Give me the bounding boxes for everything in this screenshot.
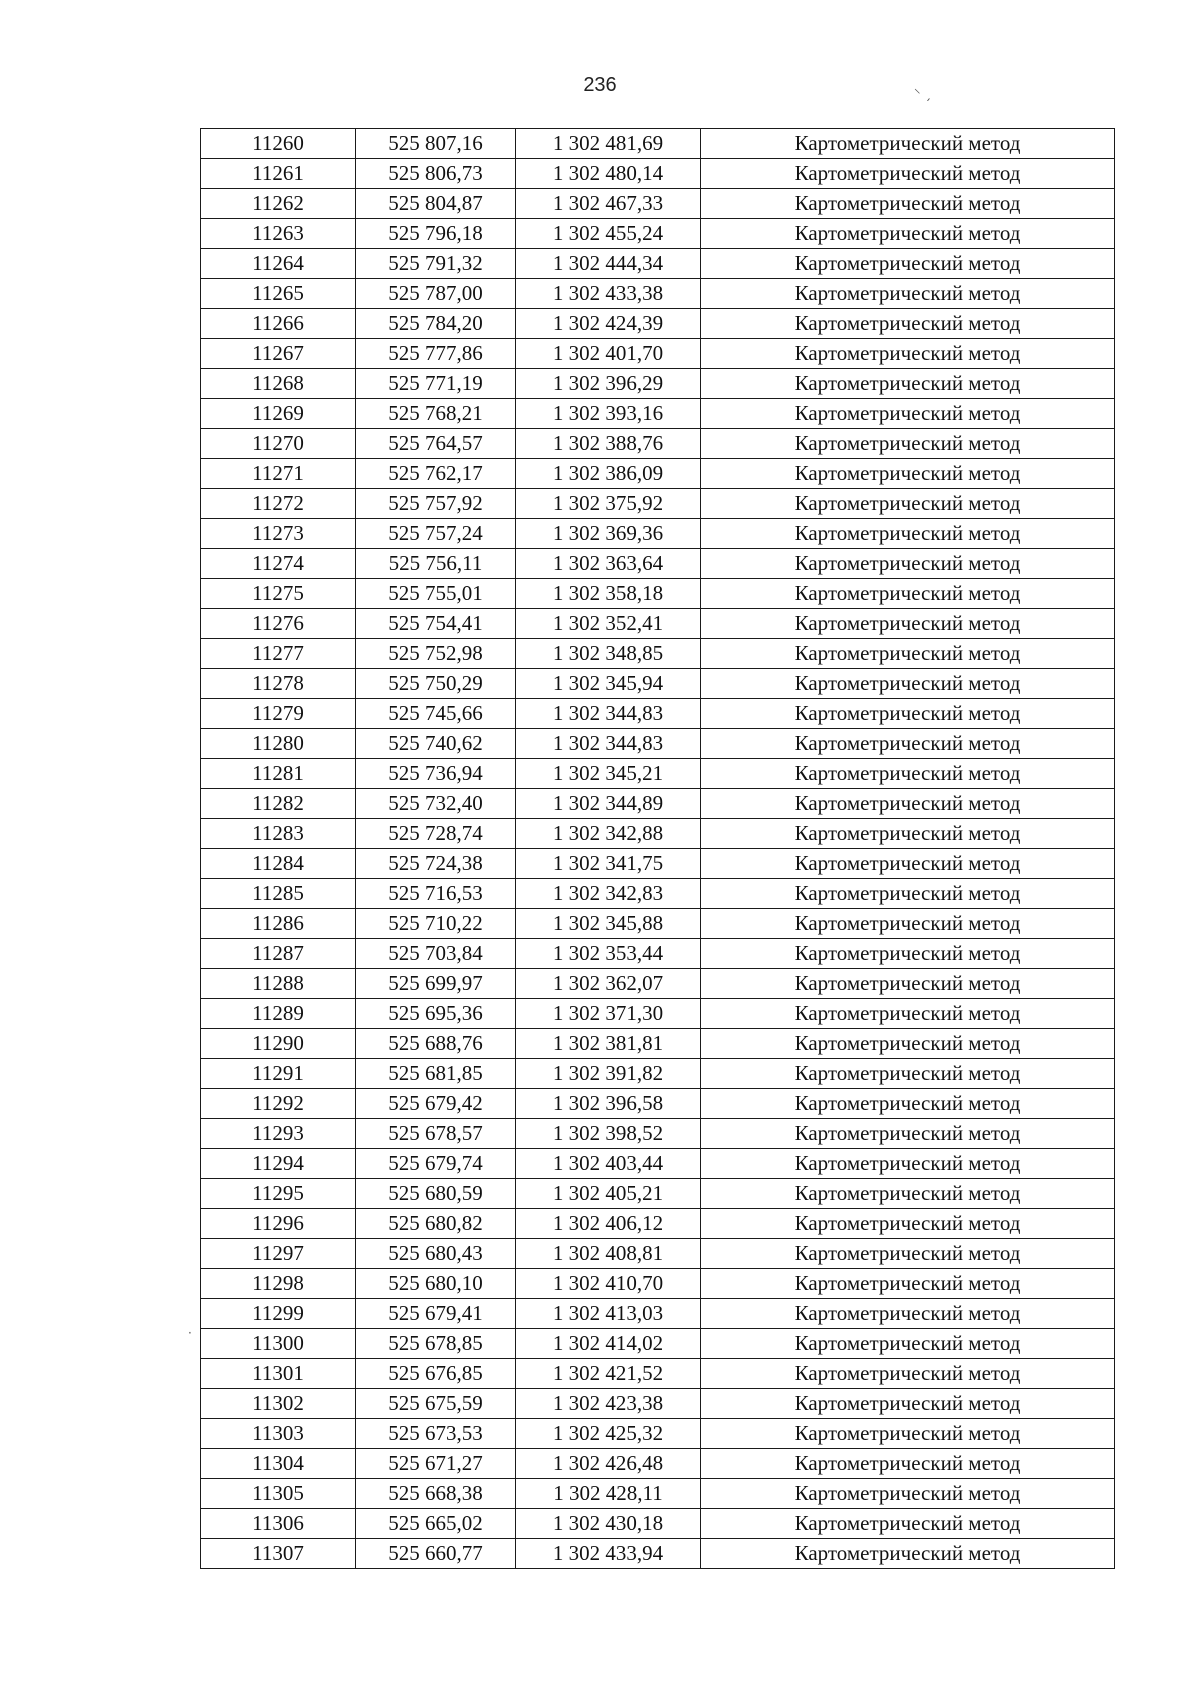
point-number-cell: 11284 bbox=[201, 849, 356, 879]
y-coordinate-cell: 1 302 375,92 bbox=[516, 489, 701, 519]
x-coordinate-cell: 525 680,10 bbox=[356, 1269, 516, 1299]
method-cell: Картометрический метод bbox=[701, 399, 1115, 429]
point-number-cell: 11266 bbox=[201, 309, 356, 339]
coordinates-table bbox=[200, 128, 1115, 1569]
y-coordinate-cell: 1 302 433,38 bbox=[516, 279, 701, 309]
table-row bbox=[201, 909, 1115, 939]
x-coordinate-cell: 525 728,74 bbox=[356, 819, 516, 849]
table-row bbox=[201, 429, 1115, 459]
method-cell: Картометрический метод bbox=[701, 1389, 1115, 1419]
x-coordinate-cell: 525 679,41 bbox=[356, 1299, 516, 1329]
method-cell: Картометрический метод bbox=[701, 849, 1115, 879]
point-number-cell: 11306 bbox=[201, 1509, 356, 1539]
method-cell: Картометрический метод bbox=[701, 249, 1115, 279]
table-row bbox=[201, 279, 1115, 309]
method-cell: Картометрический метод bbox=[701, 1539, 1115, 1569]
table-row bbox=[201, 609, 1115, 639]
y-coordinate-cell: 1 302 408,81 bbox=[516, 1239, 701, 1269]
y-coordinate-cell: 1 302 480,14 bbox=[516, 159, 701, 189]
y-coordinate-cell: 1 302 344,83 bbox=[516, 699, 701, 729]
table-row bbox=[201, 789, 1115, 819]
x-coordinate-cell: 525 665,02 bbox=[356, 1509, 516, 1539]
point-number-cell: 11268 bbox=[201, 369, 356, 399]
y-coordinate-cell: 1 302 467,33 bbox=[516, 189, 701, 219]
table-row bbox=[201, 1269, 1115, 1299]
y-coordinate-cell: 1 302 391,82 bbox=[516, 1059, 701, 1089]
method-cell: Картометрический метод bbox=[701, 1509, 1115, 1539]
page-number: 236 bbox=[583, 74, 617, 96]
table-row bbox=[201, 1029, 1115, 1059]
table-row bbox=[201, 1419, 1115, 1449]
x-coordinate-cell: 525 787,00 bbox=[356, 279, 516, 309]
x-coordinate-cell: 525 791,32 bbox=[356, 249, 516, 279]
point-number-cell: 11298 bbox=[201, 1269, 356, 1299]
x-coordinate-cell: 525 777,86 bbox=[356, 339, 516, 369]
method-cell: Картометрический метод bbox=[701, 159, 1115, 189]
y-coordinate-cell: 1 302 424,39 bbox=[516, 309, 701, 339]
method-cell: Картометрический метод bbox=[701, 639, 1115, 669]
table-row bbox=[201, 1479, 1115, 1509]
point-number-cell: 11276 bbox=[201, 609, 356, 639]
point-number-cell: 11261 bbox=[201, 159, 356, 189]
point-number-cell: 11292 bbox=[201, 1089, 356, 1119]
method-cell: Картометрический метод bbox=[701, 1329, 1115, 1359]
y-coordinate-cell: 1 302 393,16 bbox=[516, 399, 701, 429]
point-number-cell: 11281 bbox=[201, 759, 356, 789]
y-coordinate-cell: 1 302 396,58 bbox=[516, 1089, 701, 1119]
x-coordinate-cell: 525 710,22 bbox=[356, 909, 516, 939]
y-coordinate-cell: 1 302 430,18 bbox=[516, 1509, 701, 1539]
x-coordinate-cell: 525 757,24 bbox=[356, 519, 516, 549]
table-row bbox=[201, 1059, 1115, 1089]
point-number-cell: 11286 bbox=[201, 909, 356, 939]
y-coordinate-cell: 1 302 344,89 bbox=[516, 789, 701, 819]
table-row bbox=[201, 1449, 1115, 1479]
method-cell: Картометрический метод bbox=[701, 969, 1115, 999]
x-coordinate-cell: 525 755,01 bbox=[356, 579, 516, 609]
method-cell: Картометрический метод bbox=[701, 909, 1115, 939]
x-coordinate-cell: 525 679,74 bbox=[356, 1149, 516, 1179]
x-coordinate-cell: 525 732,40 bbox=[356, 789, 516, 819]
point-number-cell: 11274 bbox=[201, 549, 356, 579]
point-number-cell: 11287 bbox=[201, 939, 356, 969]
x-coordinate-cell: 525 680,82 bbox=[356, 1209, 516, 1239]
method-cell: Картометрический метод bbox=[701, 1359, 1115, 1389]
y-coordinate-cell: 1 302 398,52 bbox=[516, 1119, 701, 1149]
y-coordinate-cell: 1 302 341,75 bbox=[516, 849, 701, 879]
table-row bbox=[201, 309, 1115, 339]
x-coordinate-cell: 525 806,73 bbox=[356, 159, 516, 189]
y-coordinate-cell: 1 302 444,34 bbox=[516, 249, 701, 279]
x-coordinate-cell: 525 764,57 bbox=[356, 429, 516, 459]
method-cell: Картометрический метод bbox=[701, 1419, 1115, 1449]
y-coordinate-cell: 1 302 433,94 bbox=[516, 1539, 701, 1569]
point-number-cell: 11302 bbox=[201, 1389, 356, 1419]
method-cell: Картометрический метод bbox=[701, 879, 1115, 909]
x-coordinate-cell: 525 680,59 bbox=[356, 1179, 516, 1209]
table-row bbox=[201, 549, 1115, 579]
x-coordinate-cell: 525 678,57 bbox=[356, 1119, 516, 1149]
point-number-cell: 11267 bbox=[201, 339, 356, 369]
point-number-cell: 11299 bbox=[201, 1299, 356, 1329]
point-number-cell: 11265 bbox=[201, 279, 356, 309]
y-coordinate-cell: 1 302 403,44 bbox=[516, 1149, 701, 1179]
point-number-cell: 11300 bbox=[201, 1329, 356, 1359]
y-coordinate-cell: 1 302 342,83 bbox=[516, 879, 701, 909]
point-number-cell: 11291 bbox=[201, 1059, 356, 1089]
y-coordinate-cell: 1 302 414,02 bbox=[516, 1329, 701, 1359]
point-number-cell: 11269 bbox=[201, 399, 356, 429]
y-coordinate-cell: 1 302 396,29 bbox=[516, 369, 701, 399]
method-cell: Картометрический метод bbox=[701, 129, 1115, 159]
table-row bbox=[201, 1509, 1115, 1539]
point-number-cell: 11305 bbox=[201, 1479, 356, 1509]
y-coordinate-cell: 1 302 413,03 bbox=[516, 1299, 701, 1329]
x-coordinate-cell: 525 762,17 bbox=[356, 459, 516, 489]
table-row bbox=[201, 159, 1115, 189]
point-number-cell: 11272 bbox=[201, 489, 356, 519]
y-coordinate-cell: 1 302 405,21 bbox=[516, 1179, 701, 1209]
point-number-cell: 11293 bbox=[201, 1119, 356, 1149]
y-coordinate-cell: 1 302 423,38 bbox=[516, 1389, 701, 1419]
point-number-cell: 11296 bbox=[201, 1209, 356, 1239]
method-cell: Картометрический метод bbox=[701, 1119, 1115, 1149]
x-coordinate-cell: 525 660,77 bbox=[356, 1539, 516, 1569]
x-coordinate-cell: 525 736,94 bbox=[356, 759, 516, 789]
method-cell: Картометрический метод bbox=[701, 1209, 1115, 1239]
point-number-cell: 11260 bbox=[201, 129, 356, 159]
y-coordinate-cell: 1 302 428,11 bbox=[516, 1479, 701, 1509]
point-number-cell: 11270 bbox=[201, 429, 356, 459]
method-cell: Картометрический метод bbox=[701, 1149, 1115, 1179]
table-row bbox=[201, 669, 1115, 699]
point-number-cell: 11273 bbox=[201, 519, 356, 549]
y-coordinate-cell: 1 302 352,41 bbox=[516, 609, 701, 639]
x-coordinate-cell: 525 673,53 bbox=[356, 1419, 516, 1449]
method-cell: Картометрический метод bbox=[701, 459, 1115, 489]
table-row bbox=[201, 729, 1115, 759]
point-number-cell: 11307 bbox=[201, 1539, 356, 1569]
method-cell: Картометрический метод bbox=[701, 999, 1115, 1029]
table-row bbox=[201, 219, 1115, 249]
y-coordinate-cell: 1 302 381,81 bbox=[516, 1029, 701, 1059]
y-coordinate-cell: 1 302 401,70 bbox=[516, 339, 701, 369]
table-row bbox=[201, 1389, 1115, 1419]
method-cell: Картометрический метод bbox=[701, 519, 1115, 549]
table-row bbox=[201, 939, 1115, 969]
x-coordinate-cell: 525 695,36 bbox=[356, 999, 516, 1029]
x-coordinate-cell: 525 740,62 bbox=[356, 729, 516, 759]
y-coordinate-cell: 1 302 348,85 bbox=[516, 639, 701, 669]
table-row bbox=[201, 1119, 1115, 1149]
y-coordinate-cell: 1 302 386,09 bbox=[516, 459, 701, 489]
x-coordinate-cell: 525 757,92 bbox=[356, 489, 516, 519]
point-number-cell: 11282 bbox=[201, 789, 356, 819]
y-coordinate-cell: 1 302 388,76 bbox=[516, 429, 701, 459]
table-row bbox=[201, 969, 1115, 999]
x-coordinate-cell: 525 681,85 bbox=[356, 1059, 516, 1089]
point-number-cell: 11295 bbox=[201, 1179, 356, 1209]
table-row bbox=[201, 759, 1115, 789]
table-row bbox=[201, 189, 1115, 219]
method-cell: Картометрический метод bbox=[701, 549, 1115, 579]
scan-artifact-mark: ⸌ ˏ bbox=[914, 87, 932, 102]
y-coordinate-cell: 1 302 426,48 bbox=[516, 1449, 701, 1479]
method-cell: Картометрический метод bbox=[701, 279, 1115, 309]
y-coordinate-cell: 1 302 342,88 bbox=[516, 819, 701, 849]
method-cell: Картометрический метод bbox=[701, 219, 1115, 249]
x-coordinate-cell: 525 804,87 bbox=[356, 189, 516, 219]
x-coordinate-cell: 525 771,19 bbox=[356, 369, 516, 399]
method-cell: Картометрический метод bbox=[701, 579, 1115, 609]
x-coordinate-cell: 525 745,66 bbox=[356, 699, 516, 729]
table-row bbox=[201, 489, 1115, 519]
point-number-cell: 11301 bbox=[201, 1359, 356, 1389]
y-coordinate-cell: 1 302 344,83 bbox=[516, 729, 701, 759]
table-row bbox=[201, 1329, 1115, 1359]
y-coordinate-cell: 1 302 345,21 bbox=[516, 759, 701, 789]
y-coordinate-cell: 1 302 353,44 bbox=[516, 939, 701, 969]
y-coordinate-cell: 1 302 358,18 bbox=[516, 579, 701, 609]
method-cell: Картометрический метод bbox=[701, 819, 1115, 849]
method-cell: Картометрический метод bbox=[701, 939, 1115, 969]
method-cell: Картометрический метод bbox=[701, 1059, 1115, 1089]
point-number-cell: 11304 bbox=[201, 1449, 356, 1479]
y-coordinate-cell: 1 302 410,70 bbox=[516, 1269, 701, 1299]
point-number-cell: 11289 bbox=[201, 999, 356, 1029]
method-cell: Картометрический метод bbox=[701, 1239, 1115, 1269]
point-number-cell: 11283 bbox=[201, 819, 356, 849]
point-number-cell: 11288 bbox=[201, 969, 356, 999]
method-cell: Картометрический метод bbox=[701, 1089, 1115, 1119]
table-row bbox=[201, 459, 1115, 489]
point-number-cell: 11262 bbox=[201, 189, 356, 219]
x-coordinate-cell: 525 784,20 bbox=[356, 309, 516, 339]
coordinates-table-body bbox=[201, 129, 1115, 1569]
method-cell: Картометрический метод bbox=[701, 489, 1115, 519]
method-cell: Картометрический метод bbox=[701, 309, 1115, 339]
x-coordinate-cell: 525 754,41 bbox=[356, 609, 516, 639]
table-row bbox=[201, 339, 1115, 369]
point-number-cell: 11279 bbox=[201, 699, 356, 729]
table-row bbox=[201, 849, 1115, 879]
y-coordinate-cell: 1 302 406,12 bbox=[516, 1209, 701, 1239]
y-coordinate-cell: 1 302 421,52 bbox=[516, 1359, 701, 1389]
x-coordinate-cell: 525 807,16 bbox=[356, 129, 516, 159]
x-coordinate-cell: 525 671,27 bbox=[356, 1449, 516, 1479]
table-row bbox=[201, 999, 1115, 1029]
table-row bbox=[201, 1149, 1115, 1179]
table-row bbox=[201, 579, 1115, 609]
x-coordinate-cell: 525 703,84 bbox=[356, 939, 516, 969]
method-cell: Картометрический метод bbox=[701, 759, 1115, 789]
x-coordinate-cell: 525 716,53 bbox=[356, 879, 516, 909]
x-coordinate-cell: 525 699,97 bbox=[356, 969, 516, 999]
x-coordinate-cell: 525 768,21 bbox=[356, 399, 516, 429]
method-cell: Картометрический метод bbox=[701, 429, 1115, 459]
table-row bbox=[201, 1359, 1115, 1389]
y-coordinate-cell: 1 302 345,88 bbox=[516, 909, 701, 939]
y-coordinate-cell: 1 302 371,30 bbox=[516, 999, 701, 1029]
method-cell: Картометрический метод bbox=[701, 1449, 1115, 1479]
y-coordinate-cell: 1 302 345,94 bbox=[516, 669, 701, 699]
table-row bbox=[201, 1209, 1115, 1239]
method-cell: Картометрический метод bbox=[701, 1269, 1115, 1299]
x-coordinate-cell: 525 796,18 bbox=[356, 219, 516, 249]
x-coordinate-cell: 525 724,38 bbox=[356, 849, 516, 879]
method-cell: Картометрический метод bbox=[701, 1479, 1115, 1509]
table-row bbox=[201, 879, 1115, 909]
x-coordinate-cell: 525 752,98 bbox=[356, 639, 516, 669]
x-coordinate-cell: 525 678,85 bbox=[356, 1329, 516, 1359]
point-number-cell: 11263 bbox=[201, 219, 356, 249]
table-row bbox=[201, 1299, 1115, 1329]
method-cell: Картометрический метод bbox=[701, 369, 1115, 399]
point-number-cell: 11280 bbox=[201, 729, 356, 759]
table-row bbox=[201, 249, 1115, 279]
method-cell: Картометрический метод bbox=[701, 189, 1115, 219]
method-cell: Картометрический метод bbox=[701, 699, 1115, 729]
point-number-cell: 11303 bbox=[201, 1419, 356, 1449]
y-coordinate-cell: 1 302 369,36 bbox=[516, 519, 701, 549]
x-coordinate-cell: 525 668,38 bbox=[356, 1479, 516, 1509]
point-number-cell: 11290 bbox=[201, 1029, 356, 1059]
point-number-cell: 11275 bbox=[201, 579, 356, 609]
y-coordinate-cell: 1 302 425,32 bbox=[516, 1419, 701, 1449]
table-row bbox=[201, 1089, 1115, 1119]
method-cell: Картометрический метод bbox=[701, 729, 1115, 759]
scan-artifact-dot: · bbox=[188, 1326, 192, 1340]
method-cell: Картометрический метод bbox=[701, 789, 1115, 819]
x-coordinate-cell: 525 688,76 bbox=[356, 1029, 516, 1059]
table-row bbox=[201, 519, 1115, 549]
table-row bbox=[201, 129, 1115, 159]
table-row bbox=[201, 819, 1115, 849]
x-coordinate-cell: 525 679,42 bbox=[356, 1089, 516, 1119]
method-cell: Картометрический метод bbox=[701, 609, 1115, 639]
point-number-cell: 11294 bbox=[201, 1149, 356, 1179]
point-number-cell: 11297 bbox=[201, 1239, 356, 1269]
table-row bbox=[201, 399, 1115, 429]
table-row bbox=[201, 369, 1115, 399]
y-coordinate-cell: 1 302 455,24 bbox=[516, 219, 701, 249]
method-cell: Картометрический метод bbox=[701, 1179, 1115, 1209]
table-row bbox=[201, 1179, 1115, 1209]
table-row bbox=[201, 1239, 1115, 1269]
table-row bbox=[201, 639, 1115, 669]
point-number-cell: 11278 bbox=[201, 669, 356, 699]
y-coordinate-cell: 1 302 481,69 bbox=[516, 129, 701, 159]
point-number-cell: 11285 bbox=[201, 879, 356, 909]
x-coordinate-cell: 525 756,11 bbox=[356, 549, 516, 579]
table-row bbox=[201, 699, 1115, 729]
point-number-cell: 11264 bbox=[201, 249, 356, 279]
x-coordinate-cell: 525 750,29 bbox=[356, 669, 516, 699]
point-number-cell: 11277 bbox=[201, 639, 356, 669]
method-cell: Картометрический метод bbox=[701, 1299, 1115, 1329]
method-cell: Картометрический метод bbox=[701, 669, 1115, 699]
table-row bbox=[201, 1539, 1115, 1569]
x-coordinate-cell: 525 675,59 bbox=[356, 1389, 516, 1419]
y-coordinate-cell: 1 302 362,07 bbox=[516, 969, 701, 999]
method-cell: Картометрический метод bbox=[701, 339, 1115, 369]
point-number-cell: 11271 bbox=[201, 459, 356, 489]
y-coordinate-cell: 1 302 363,64 bbox=[516, 549, 701, 579]
x-coordinate-cell: 525 676,85 bbox=[356, 1359, 516, 1389]
method-cell: Картометрический метод bbox=[701, 1029, 1115, 1059]
x-coordinate-cell: 525 680,43 bbox=[356, 1239, 516, 1269]
